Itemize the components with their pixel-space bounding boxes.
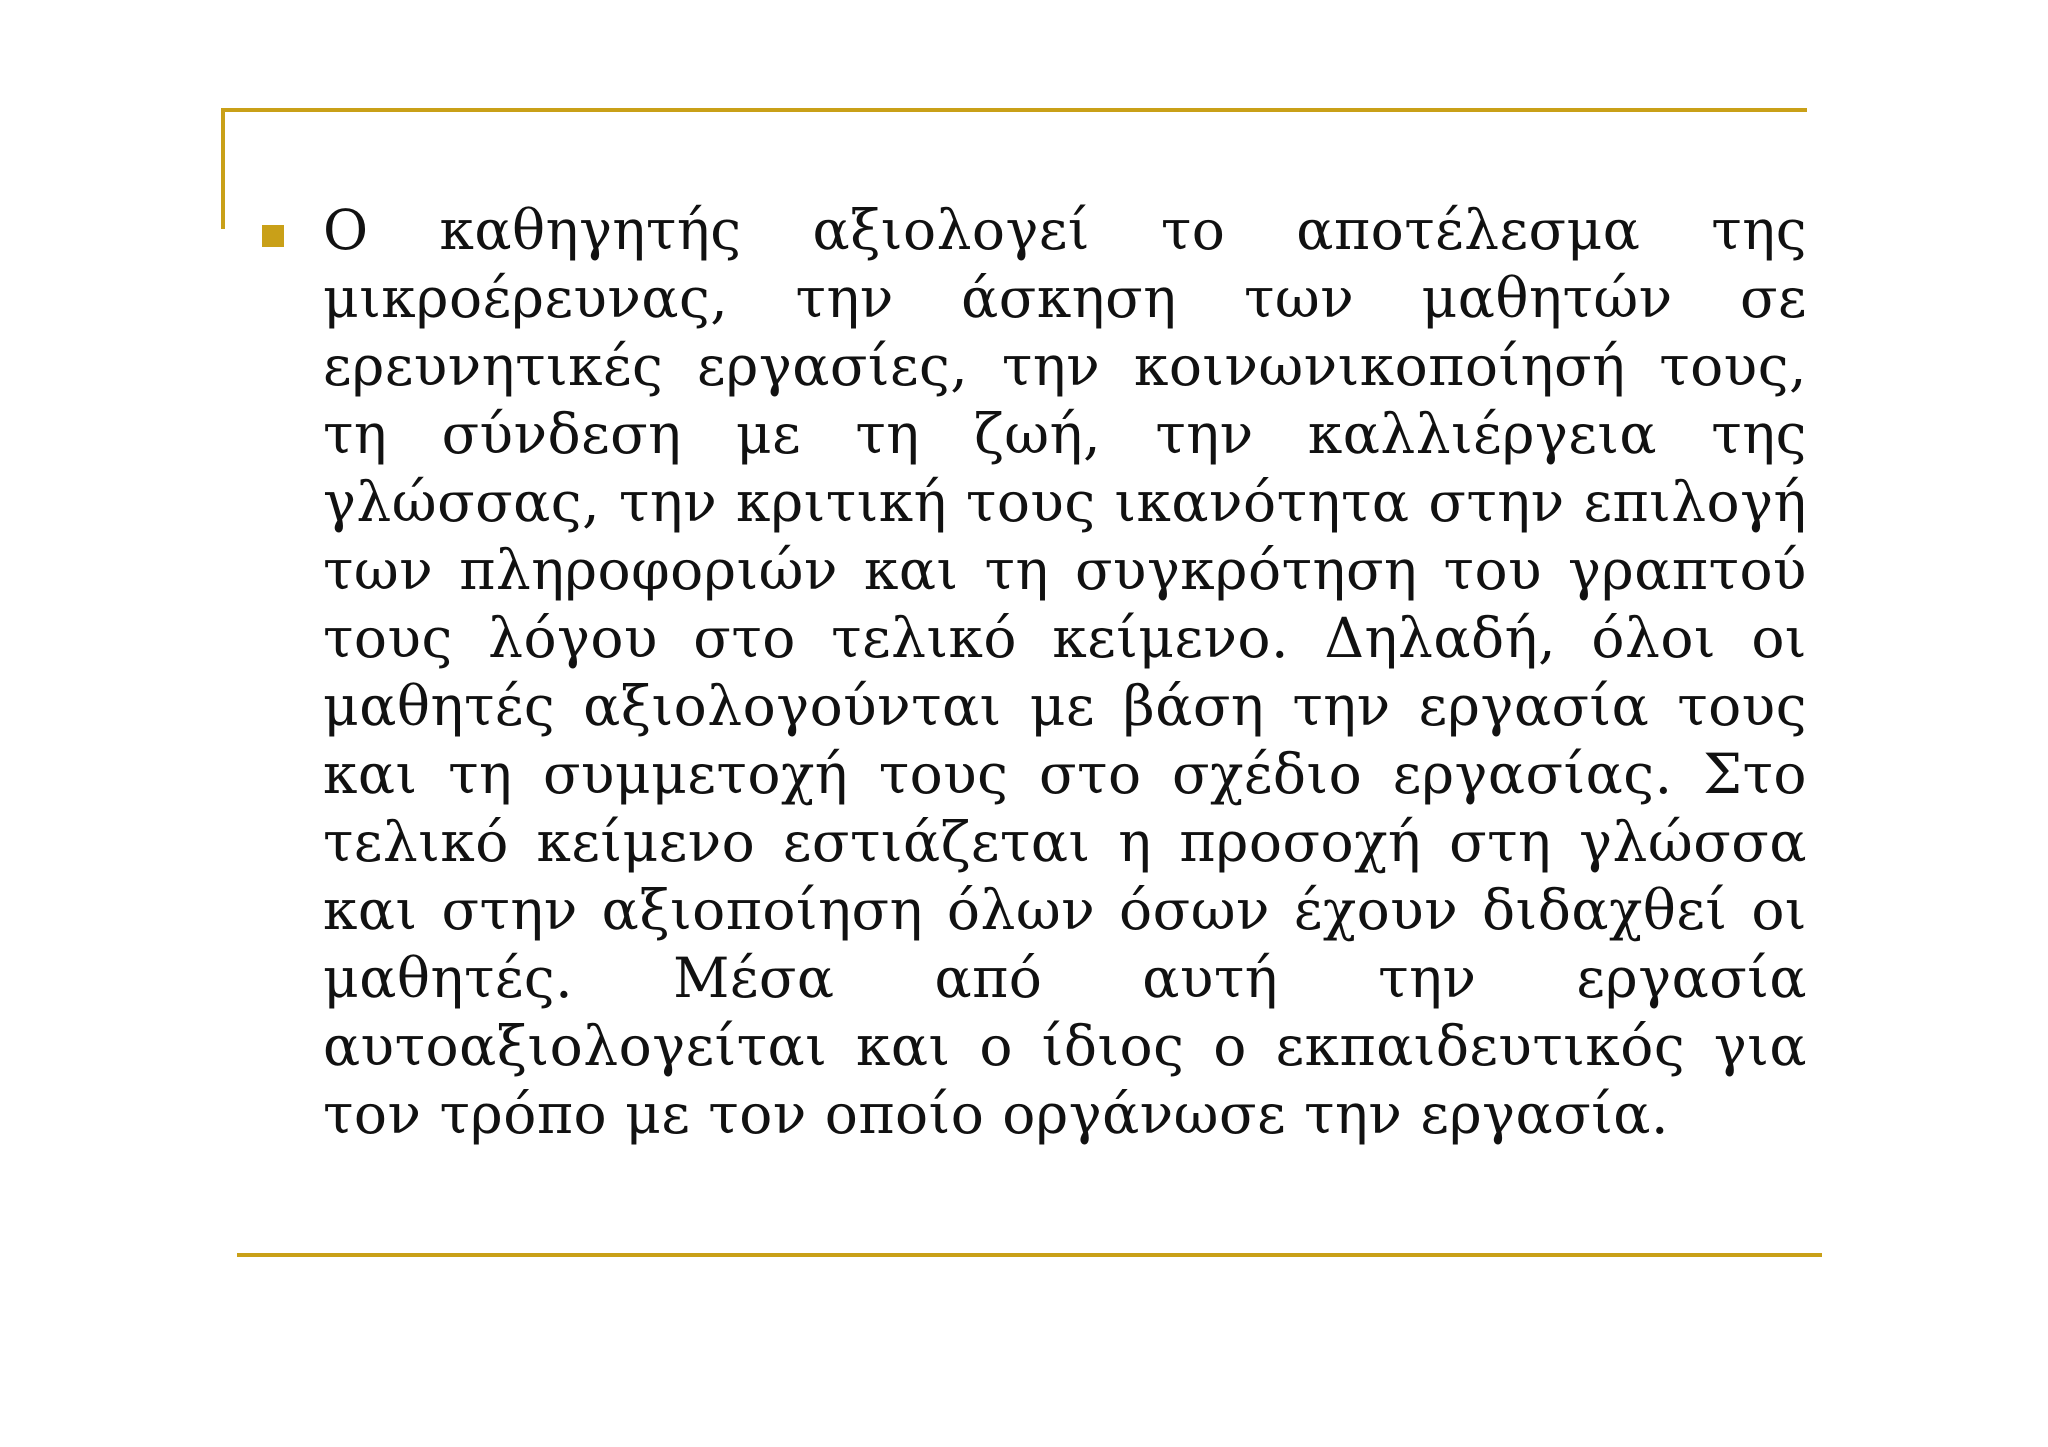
left-accent-rule [221, 108, 225, 229]
bottom-accent-rule [237, 1253, 1822, 1257]
bullet-item [262, 196, 1807, 1148]
bullet-text: Ο καθηγητής αξιολογεί το αποτέλεσμα της μικροέρευνας, την άσκηση των μαθητών σε ερευνητικές εργασίες, την κοινωνικοποίησή τους, τη σύνδεση με τη ζωή, την καλλιέργεια της γλώσσας, την κριτική τους ικανότητα στην επιλογή των πληροφοριών και τη συγκρότηση του γραπτού τους λόγου στο τελικό κείμενο. Δηλαδή, όλοι οι μαθητές αξιολογούνται με βάση την εργασία τους και τη συμμετοχή τους στο σχέδιο εργασίας. Στο τελικό κείμενο εστιάζεται η προσοχή στη γλώσσα και στην αξιοποίηση όλων όσων έχουν διδαχθεί οι μαθητές. Μέσα από αυτή την εργασία αυτοαξιολογείται και ο ίδιος ο εκπαιδευτικός για τον τρόπο με τον οποίο οργάνωσε την εργασία. [323, 198, 1807, 1146]
top-accent-rule [221, 108, 1807, 112]
square-bullet-icon [262, 225, 284, 247]
